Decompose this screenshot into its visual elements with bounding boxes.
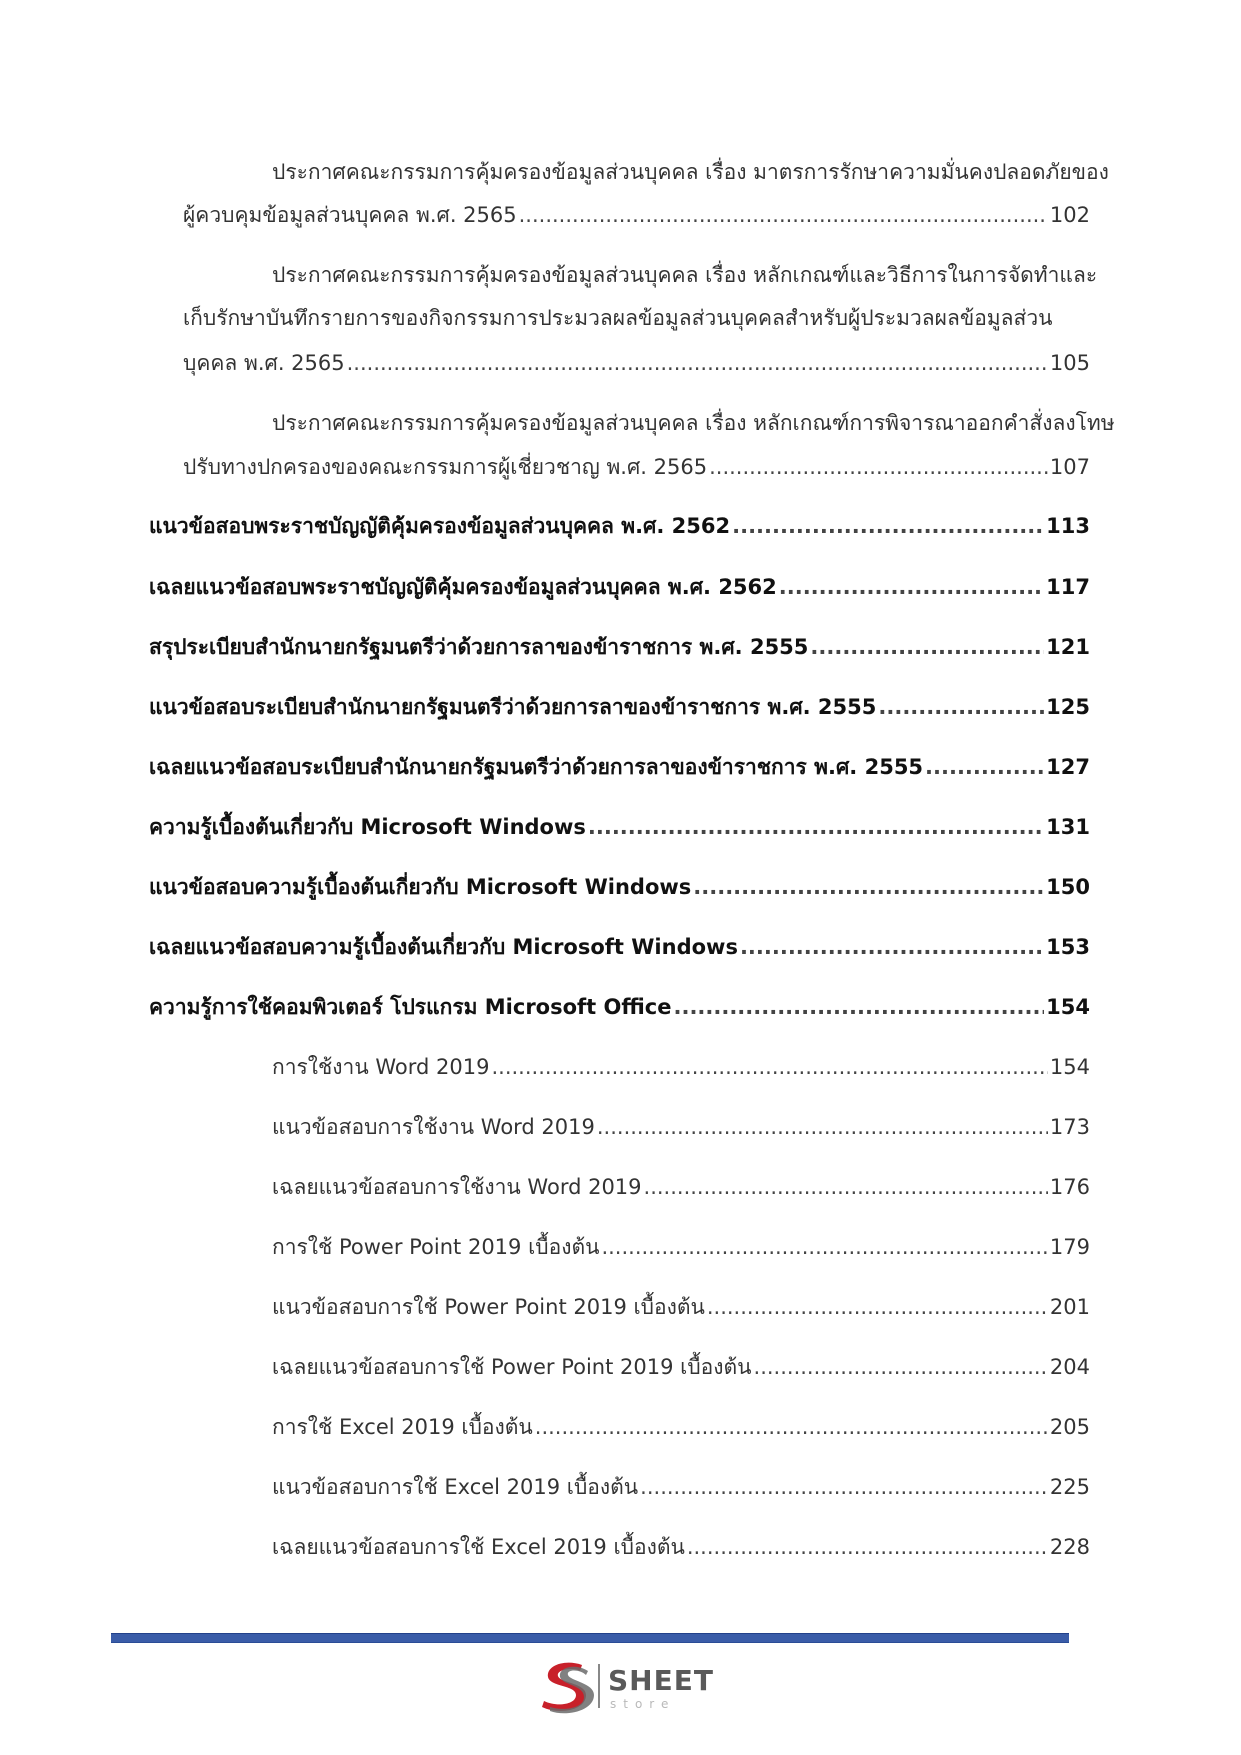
- dot-leader: [707, 1293, 1048, 1321]
- toc-sub-entry-3-last[interactable]: [183, 453, 1090, 481]
- dot-leader: [693, 873, 1044, 901]
- toc-main-entry[interactable]: [149, 933, 1090, 961]
- dot-leader: [644, 1173, 1048, 1201]
- logo-separator: [598, 1664, 600, 1708]
- toc-entry-title: แนวข้อสอบความรู้เบื้องต้นเกี่ยวกับ Microsoft Windows: [149, 875, 692, 899]
- dot-leader: [673, 993, 1044, 1021]
- toc-main-entry[interactable]: [149, 512, 1090, 540]
- dot-leader: [740, 933, 1044, 961]
- toc-page-number: 107: [1049, 455, 1090, 479]
- toc-sub-entry[interactable]: [272, 1533, 1090, 1561]
- dot-leader: [754, 1353, 1048, 1381]
- toc-main-entry[interactable]: [149, 633, 1090, 661]
- dot-leader: [491, 1053, 1047, 1081]
- toc-page-number: 154: [1049, 1055, 1090, 1079]
- dot-leader: [779, 573, 1044, 601]
- dot-leader: [597, 1113, 1048, 1141]
- toc-sub-entry-2-line2: เก็บรักษาบันทึกรายการของกิจกรรมการประมวลผลข้อมูลส่วนบุคคลสำหรับผู้ประมวลผลข้อมูลส่วน: [183, 306, 1053, 330]
- toc-page-number: 117: [1046, 575, 1090, 599]
- toc-main-entry[interactable]: [149, 693, 1090, 721]
- toc-page-number: 201: [1049, 1295, 1090, 1319]
- toc-sub-entry-1-line1: ประกาศคณะกรรมการคุ้มครองข้อมูลส่วนบุคคล เรื่อง มาตรการรักษาความมั่นคงปลอดภัยของ: [272, 160, 1109, 184]
- dot-leader: [640, 1473, 1048, 1501]
- toc-page-number: 150: [1046, 875, 1090, 899]
- toc-sub-entry[interactable]: [272, 1113, 1090, 1141]
- toc-entry-title: แนวข้อสอบพระราชบัญญัติคุ้มครองข้อมูลส่วนบุคคล พ.ศ. 2562: [149, 514, 731, 538]
- toc-page-number: 153: [1046, 935, 1090, 959]
- toc-entry-title: ความรู้การใช้คอมพิวเตอร์ โปรแกรม Microsoft Office: [149, 995, 672, 1019]
- toc-entry-title: บุคคล พ.ศ. 2565: [183, 351, 345, 375]
- toc-entry-title: การใช้ Power Point 2019 เบื้องต้น: [272, 1235, 600, 1259]
- toc-entry-title: เฉลยแนวข้อสอบการใช้ Excel 2019 เบื้องต้น: [272, 1535, 685, 1559]
- toc-page-number: 127: [1046, 755, 1090, 779]
- toc-page-number: 176: [1049, 1175, 1090, 1199]
- toc-entry-title: แนวข้อสอบระเบียบสำนักนายกรัฐมนตรีว่าด้วยการลาของข้าราชการ พ.ศ. 2555: [149, 695, 877, 719]
- sheet-store-logo-icon: [536, 1657, 598, 1715]
- toc-sub-entry[interactable]: [272, 1353, 1090, 1381]
- dot-leader: [588, 813, 1044, 841]
- footer-rule: [111, 1633, 1069, 1643]
- logo-subtext: store: [610, 1697, 676, 1711]
- toc-entry-title: แนวข้อสอบการใช้ Excel 2019 เบื้องต้น: [272, 1475, 639, 1499]
- toc-entry-title: แนวข้อสอบการใช้งาน Word 2019: [272, 1115, 595, 1139]
- dot-leader: [519, 201, 1048, 229]
- toc-page-number: 121: [1046, 635, 1090, 659]
- toc-entry-title: ปรับทางปกครองของคณะกรรมการผู้เชี่ยวชาญ พ.ศ. 2565: [183, 455, 708, 479]
- toc-entry-title: เฉลยแนวข้อสอบความรู้เบื้องต้นเกี่ยวกับ Microsoft Windows: [149, 935, 738, 959]
- logo-wordmark: SHEET: [608, 1664, 714, 1697]
- toc-entry-title: การใช้ Excel 2019 เบื้องต้น: [272, 1415, 533, 1439]
- toc-sub-entry[interactable]: [272, 1413, 1090, 1441]
- toc-entry-title: แนวข้อสอบการใช้ Power Point 2019 เบื้องต้น: [272, 1295, 705, 1319]
- dot-leader: [925, 753, 1044, 781]
- dot-leader: [687, 1533, 1048, 1561]
- toc-entry-title: เฉลยแนวข้อสอบพระราชบัญญัติคุ้มครองข้อมูลส่วนบุคคล พ.ศ. 2562: [149, 575, 777, 599]
- toc-entry-title: เฉลยแนวข้อสอบระเบียบสำนักนายกรัฐมนตรีว่าด้วยการลาของข้าราชการ พ.ศ. 2555: [149, 755, 924, 779]
- toc-entry-title: เฉลยแนวข้อสอบการใช้ Power Point 2019 เบื้องต้น: [272, 1355, 752, 1379]
- toc-sub-entry[interactable]: [272, 1173, 1090, 1201]
- toc-main-entry[interactable]: [149, 873, 1090, 901]
- toc-main-entry[interactable]: [149, 993, 1090, 1021]
- toc-page-number: 205: [1049, 1415, 1090, 1439]
- toc-page-number: 131: [1046, 815, 1090, 839]
- dot-leader: [535, 1413, 1048, 1441]
- toc-sub-entry-2-last[interactable]: [183, 349, 1090, 377]
- toc-sub-entry-3-line1: ประกาศคณะกรรมการคุ้มครองข้อมูลส่วนบุคคล เรื่อง หลักเกณฑ์การพิจารณาออกคำสั่งลงโทษ: [272, 411, 1115, 435]
- toc-sub-entry-2-line1: ประกาศคณะกรรมการคุ้มครองข้อมูลส่วนบุคคล เรื่อง หลักเกณฑ์และวิธีการในการจัดทำและ: [272, 263, 1098, 287]
- dot-leader: [709, 453, 1048, 481]
- toc-entry-title: การใช้งาน Word 2019: [272, 1055, 490, 1079]
- toc-sub-entry[interactable]: [272, 1233, 1090, 1261]
- toc-entry-title: เฉลยแนวข้อสอบการใช้งาน Word 2019: [272, 1175, 642, 1199]
- toc-main-entry[interactable]: [149, 813, 1090, 841]
- toc-page-number: 105: [1049, 351, 1090, 375]
- toc-page-number: 225: [1049, 1475, 1090, 1499]
- toc-main-entry[interactable]: [149, 753, 1090, 781]
- toc-sub-entry[interactable]: [272, 1293, 1090, 1321]
- toc-sub-entry[interactable]: [272, 1473, 1090, 1501]
- toc-sub-entry[interactable]: [272, 1053, 1090, 1081]
- toc-page-number: 154: [1046, 995, 1090, 1019]
- dot-leader: [810, 633, 1044, 661]
- toc-page-number: 113: [1046, 514, 1090, 538]
- toc-entry-title: ความรู้เบื้องต้นเกี่ยวกับ Microsoft Windows: [149, 815, 586, 839]
- dot-leader: [601, 1233, 1047, 1261]
- toc-sub-entry-1-last[interactable]: [183, 201, 1090, 229]
- toc-page-number: 228: [1049, 1535, 1090, 1559]
- toc-entry-title: สรุประเบียบสำนักนายกรัฐมนตรีว่าด้วยการลาของข้าราชการ พ.ศ. 2555: [149, 635, 809, 659]
- dot-leader: [732, 512, 1044, 540]
- dot-leader: [878, 693, 1044, 721]
- toc-page-number: 179: [1049, 1235, 1090, 1259]
- toc-main-entry[interactable]: [149, 573, 1090, 601]
- toc-page-number: 125: [1046, 695, 1090, 719]
- dot-leader: [347, 349, 1048, 377]
- toc-entry-title: ผู้ควบคุมข้อมูลส่วนบุคคล พ.ศ. 2565: [183, 203, 517, 227]
- toc-page-number: 102: [1049, 203, 1090, 227]
- toc-page-number: 204: [1049, 1355, 1090, 1379]
- toc-page-number: 173: [1049, 1115, 1090, 1139]
